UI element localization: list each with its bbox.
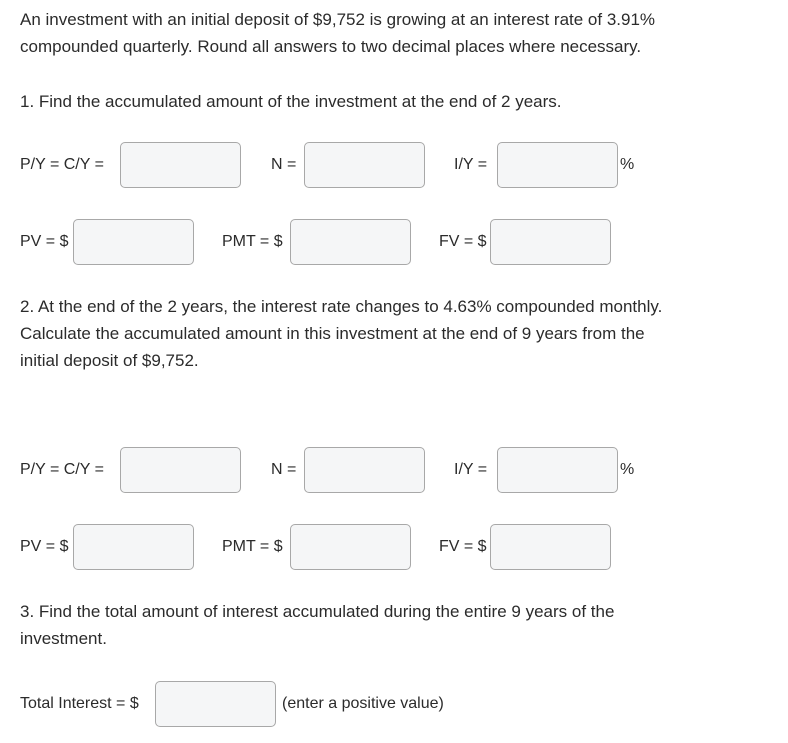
question-2-line-2: Calculate the accumulated amount in this investment at the end of 9 years from the	[20, 324, 645, 343]
q2-n-label: N =	[271, 461, 297, 478]
q2-pv-input[interactable]	[73, 524, 194, 570]
q1-percent-suffix: %	[620, 156, 635, 173]
q1-pv-input[interactable]	[73, 219, 194, 265]
intro-line-1: An investment with an initial deposit of $9,752 is growing at an interest rate of 3.91%	[20, 10, 656, 29]
q2-py-cy-input[interactable]	[120, 447, 241, 493]
q2-py-cy-label: P/Y = C/Y =	[20, 461, 104, 478]
q1-fv-input[interactable]	[490, 219, 611, 265]
q1-fv-label: FV = $	[439, 233, 487, 250]
q1-pmt-label: PMT = $	[222, 233, 283, 250]
q1-py-cy-label: P/Y = C/Y =	[20, 156, 104, 173]
question-2-line-3: initial deposit of $9,752.	[20, 351, 199, 370]
q1-n-label: N =	[271, 156, 297, 173]
question-3-line-1: 3. Find the total amount of interest accumulated during the entire 9 years of the	[20, 602, 615, 621]
q2-pv-label: PV = $	[20, 538, 69, 555]
question-2-line-1: 2. At the end of the 2 years, the interest rate changes to 4.63% compounded monthly.	[20, 297, 663, 316]
q1-iy-input[interactable]	[497, 142, 618, 188]
total-interest-label: Total Interest = $	[20, 695, 139, 712]
q1-pmt-input[interactable]	[290, 219, 411, 265]
q2-pmt-input[interactable]	[290, 524, 411, 570]
q2-percent-suffix: %	[620, 461, 635, 478]
q2-fv-input[interactable]	[490, 524, 611, 570]
q1-iy-label: I/Y =	[454, 156, 488, 173]
q1-n-input[interactable]	[304, 142, 425, 188]
total-interest-input[interactable]	[155, 681, 276, 727]
q2-iy-input[interactable]	[497, 447, 618, 493]
intro-text	[20, 6, 655, 60]
q2-iy-label: I/Y =	[454, 461, 488, 478]
q1-py-cy-input[interactable]	[120, 142, 241, 188]
question-2-text	[20, 293, 662, 374]
q2-pmt-label: PMT = $	[222, 538, 283, 555]
q2-n-input[interactable]	[304, 447, 425, 493]
q2-fv-label: FV = $	[439, 538, 487, 555]
q1-pv-label: PV = $	[20, 233, 69, 250]
positive-value-note: (enter a positive value)	[282, 695, 444, 712]
question-3-line-2: investment.	[20, 629, 107, 648]
question-1-text: 1. Find the accumulated amount of the investment at the end of 2 years.	[20, 92, 562, 111]
question-3-text	[20, 598, 614, 652]
intro-line-2: compounded quarterly. Round all answers to two decimal places where necessary.	[20, 37, 642, 56]
